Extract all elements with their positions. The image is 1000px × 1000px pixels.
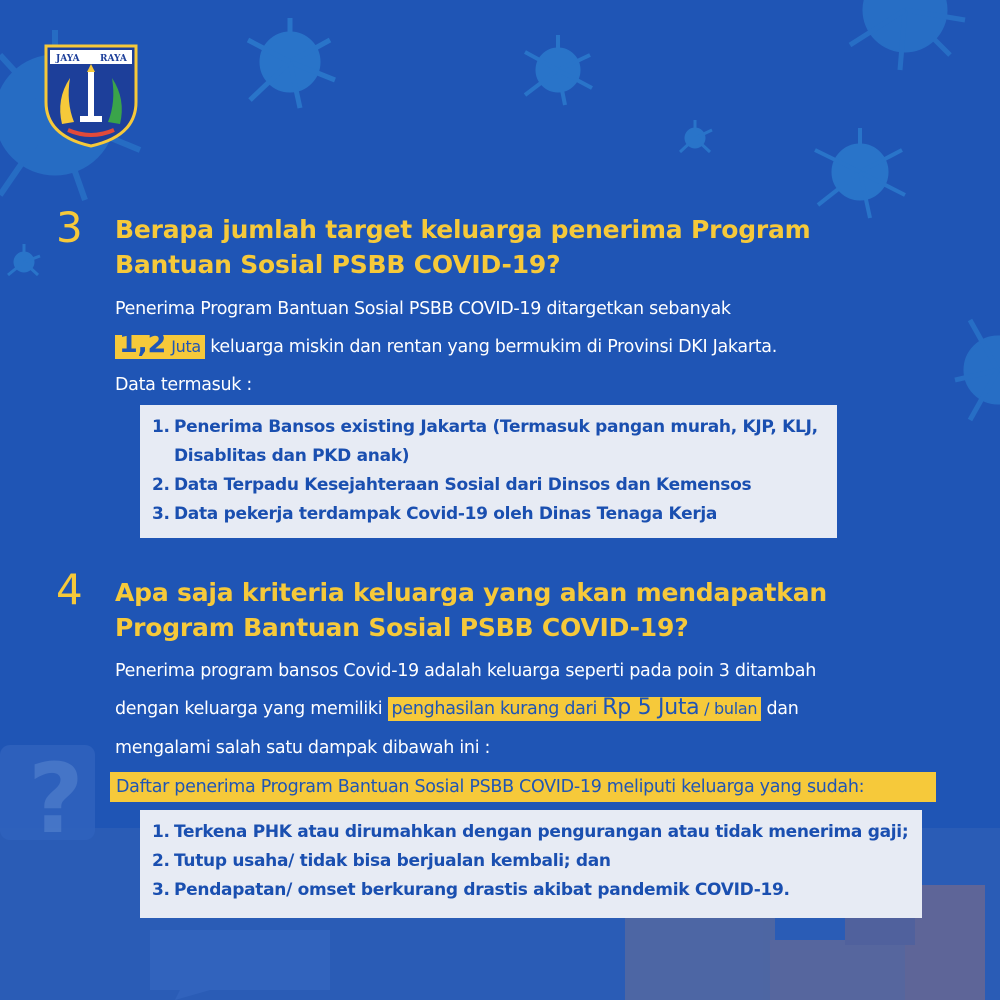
list-item: 1. Terkena PHK atau dirumahkan dengan pengurangan atau tidak menerima gaji; [152, 822, 909, 842]
income-amount: Rp 5 Juta [602, 695, 700, 720]
section-3-data-list [140, 405, 837, 538]
section-4-title [115, 575, 827, 645]
jakarta-emblem-logo [44, 44, 138, 148]
recipient-criteria-band: Daftar penerima Program Bantuan Sosial PSBB COVID-19 meliputi keluarga yang sudah: [110, 772, 936, 802]
list-item: 3. Data pekerja terdampak Covid-19 oleh Dinas Tenaga Kerja [152, 504, 718, 524]
section-4-number: 4 [56, 565, 83, 614]
income-highlight: penghasilan kurang dari Rp 5 Juta / bulan [388, 697, 762, 721]
section-3-number: 3 [56, 203, 83, 252]
section-4-title-line2: Program Bantuan Sosial PSBB COVID-19? [115, 613, 689, 642]
section-4-criteria-list [140, 810, 922, 918]
section-3-title [115, 212, 811, 282]
section-4-para-line1: Penerima program bansos Covid-19 adalah keluarga seperti pada poin 3 ditambah [115, 661, 816, 681]
svg-text:?: ? [28, 743, 84, 855]
question-bubble-icon [0, 743, 95, 855]
list-item: 2. Data Terpadu Kesejahteraan Sosial dari Dinsos dan Kemensos [152, 475, 752, 495]
svg-text:RAYA: RAYA [100, 54, 127, 64]
section-3-intro: Penerima Program Bantuan Sosial PSBB COVID-19 ditargetkan sebanyak [115, 299, 731, 319]
target-number: 1,2 [119, 328, 166, 359]
section-4-para-line3: mengalami salah satu dampak dibawah ini : [115, 738, 491, 758]
target-highlight [115, 328, 205, 359]
list-item: 3. Pendapatan/ omset berkurang drastis akibat pandemik COVID-19. [152, 880, 790, 900]
svg-text:JAYA: JAYA [56, 54, 80, 64]
target-unit: Juta [171, 337, 201, 356]
target-description: keluarga miskin dan rentan yang bermukim di Provinsi DKI Jakarta. [204, 337, 777, 357]
chat-bubble-shape [150, 930, 330, 1000]
section-3-data-label: Data termasuk : [115, 375, 252, 395]
section-3-target-line [115, 328, 777, 359]
section-3-title-line1: Berapa jumlah target keluarga penerima Program [115, 215, 811, 244]
section-4-para-line2: dengan keluarga yang memiliki penghasilan kurang dari Rp 5 Juta / bulan dan [115, 695, 799, 720]
list-item: 2. Tutup usaha/ tidak bisa berjualan kembali; dan [152, 851, 611, 871]
section-4-title-line1: Apa saja kriteria keluarga yang akan mendapatkan [115, 578, 827, 607]
list-item: 1. Penerima Bansos existing Jakarta (Termasuk pangan murah, KJP, KLJ, Disablitas dan PKD anak) [152, 417, 818, 466]
section-3-title-line2: Bantuan Sosial PSBB COVID-19? [115, 250, 561, 279]
